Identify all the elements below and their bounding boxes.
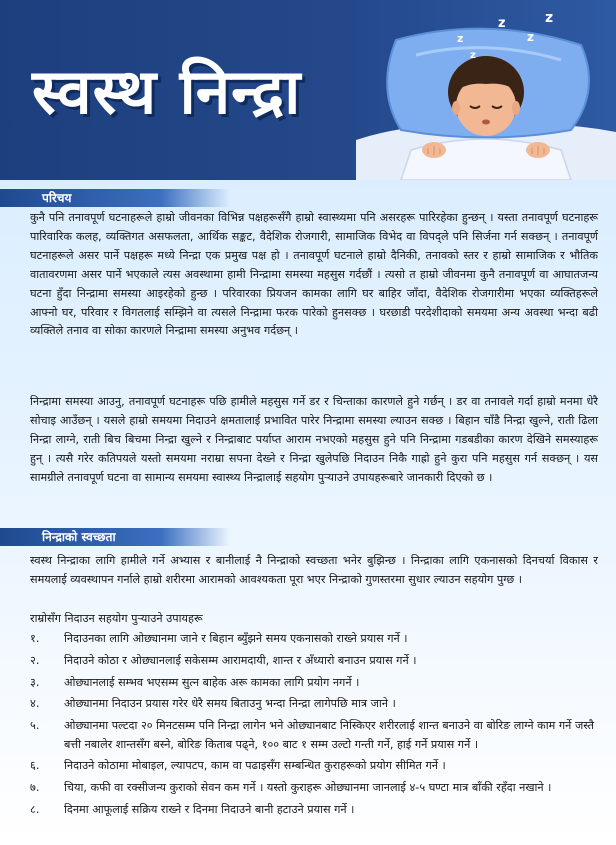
content-area <box>0 180 616 845</box>
list-item-number: १. <box>30 632 40 645</box>
list-item-number: ८. <box>30 802 40 816</box>
list-item-text: दिनमा आफूलाई सक्रिय राख्ने र दिनमा निदाउने बानी हटाउने प्रयास गर्ने । <box>64 802 355 816</box>
list-item-text: निदाउने कोठा र ओछ्यानलाई सकेसम्म आरामदायी, शान्त र अँध्यारो बनाउन प्रयास गर्ने । <box>64 653 417 667</box>
tips-list-title: राम्रोसँग निदाउन सहयोग पुऱ्याउने उपायहरू <box>30 612 203 625</box>
list-item-number: २. <box>30 653 40 667</box>
snore-letter-2: z <box>527 30 534 44</box>
tips-list <box>30 630 595 823</box>
list-item <box>30 674 595 692</box>
list-item <box>30 652 595 670</box>
list-item <box>30 779 595 797</box>
list-item-number: ४. <box>30 697 40 711</box>
list-item-number: ५. <box>30 719 40 733</box>
list-item <box>30 695 595 713</box>
list-item-text: चिया, कफी वा रक्सीजन्य कुराको सेवन कम गर्ने । यस्तो कुराहरू ओछ्यानमा जानलाई ४-५ घण्टा मात्र बाँकी रहँदा नखाने । <box>64 781 552 795</box>
intro-paragraph-2: निन्द्रामा समस्या आउनु, तनावपूर्ण घटनाहरू पछि हामीले महसुस गर्ने डर र चिन्ताका कारणले हुने गर्छन् । डर वा तनावले गर्दा हाम्रो मनमा धेरै सोचाइ आउँछन् । यसले हाम्रो समयमा निदाउने क्षमतालाई प्रभावित पारेर निन्द्रामा समस्या ल्याउन सक्छ । बिहान चाँडै निन्द्रा खुल्ने, राती ढिला निन्द्रा लाग्ने, राती बिच बिचमा निन्द्रा खुल्ने र निन्द्राबाट पर्याप्त आराम नभएको महसुस हुने पनि निन्द्रामा गडबडीका कारण देखिने समस्याहरू हुन् । त्यसै गरेर कतिपयले यस्तो समयमा नराम्रा सपना देख्ने र निन्द्रा खुलेपछि निदाउन निकै गाह्रो हुने कुरा पनि महसुस गर्न सक्छन् । यस सामग्रीले तनावपूर्ण घटना वा सामान्य समयमा स्वास्थ्य निन्द्रालाई सहयोग पुऱ्याउने उपायहरूबारे जानकारी दिएको छ । <box>30 395 598 484</box>
intro-heading-bar <box>0 189 230 207</box>
list-item <box>30 630 595 648</box>
list-item <box>30 717 595 754</box>
snore-letter-3: z <box>498 16 506 31</box>
header-banner <box>0 0 616 180</box>
list-item <box>30 757 595 775</box>
intro-heading: परिचय <box>42 191 72 205</box>
intro-paragraph-1: कुनै पनि तनावपूर्ण घटनाहरूले हाम्रो जीवनका विभिन्न पक्षहरूसँगै हाम्रो स्वास्थ्यमा पनि असरहरू पारिरहेका हुन्छन् । यस्ता तनावपूर्ण घटनाहरू पारिवारिक कलह, व्यक्तिगत असफलता, आर्थिक सङ्कट, वैदेशिक रोजगारी, सामाजिक विभेद वा विपद्ले पनि सिर्जना गर्न सक्छन् । तनावपूर्ण घटनाहरूले असर पार्ने पक्षहरू मध्ये निन्द्रा एक प्रमुख पक्ष हो । तनावपूर्ण घटनाले हाम्रो दैनिकी, तनावको स्तर र हाम्रो सामाजिक र भौतिक वातावरणमा असर पार्ने भएकाले त्यस अवस्थामा हामी निन्द्रामा समस्या महसुस गर्दछौं । त्यसो त हाम्रो जीवनमा कुनै तनावपूर्ण वा आघातजन्य घटना हुँदा निन्द्रामा समस्या आइरहेको हुन्छ । परिवारका प्रियजन कामका लागि घर बाहिर जाँदा, वैदेशिक रोजगारीमा भएका व्यक्तिहरूले आफ्नो घर, परिवार र विगतलाई सम्झिने वा त्यसले निन्द्रामा फरक पारेको हुनसक्छ । घरछाडी परदेशीदाको समयमा अन्य अवस्था भन्दा बढी व्यक्तिले तनाव वा सोका कारणले निन्द्रामा समस्या अनुभव गर्दछन् । <box>30 211 598 338</box>
snore-letter-1: z <box>545 10 554 26</box>
hygiene-paragraph: स्वस्थ निन्द्राका लागि हामीले गर्ने अभ्यास र बानीलाई नै निन्द्राको स्वच्छता भनेर बुझिन्छ । निन्द्राका लागि एकनासको दिनचर्या विकास र समयलाई व्यवस्थापन गर्नाले हाम्रो शरीरमा आरामको आवश्यकता पूरा भएर निन्द्राको गुणस्तरमा सुधार ल्याउन सहयोग पुग्छ । <box>30 554 598 586</box>
list-item-number: ७. <box>30 781 40 795</box>
list-item <box>30 801 595 819</box>
list-item-text: ओछ्यानमा निदाउन प्रयास गरेर धेरै समय बिताउनु भन्दा निन्द्रा लागेपछि मात्र जाने । <box>64 697 396 711</box>
list-item-text: निदाउने कोठामा मोबाइल, ल्यापटप, काम वा पढाइसँग सम्बन्धित कुराहरूको प्रयोग सीमित गर्ने । <box>64 759 446 773</box>
sleeping-person-icon <box>356 0 616 180</box>
snore-letter-5: z <box>470 50 476 61</box>
snore-letter-4: z <box>457 32 464 45</box>
list-item-number: ६. <box>30 759 40 773</box>
list-item-text: ओछ्यानलाई सम्भव भएसम्म सुत्न बाहेक अरू कामका लागि प्रयोग नगर्ने । <box>64 675 360 689</box>
list-item-number: ३. <box>30 675 40 689</box>
hygiene-heading-bar <box>0 528 230 546</box>
list-item-text: निदाउनका लागि ओछ्यानमा जाने र बिहान ब्युँझने समय एकनासको राख्ने प्रयास गर्ने । <box>64 632 408 645</box>
list-item-text: ओछ्यानमा पल्टदा २० मिनटसम्म पनि निन्द्रा लागेन भने ओछ्यानबाट निस्किएर शरीरलाई शान्त बनाउने वा बोरिङ लाग्ने काम गर्ने जस्तै बत्ती नबालेर शान्तसँग बस्ने, बोरिङ किताब पढ्ने, १०० बाट १ सम्म उल्टो गन्ती गर्ने, हाई गर्ने प्रयास गर्ने । <box>64 719 594 751</box>
hygiene-heading: निन्द्राको स्वच्छता <box>42 530 116 544</box>
page-title: स्वस्थ निन्द्रा <box>32 55 302 128</box>
